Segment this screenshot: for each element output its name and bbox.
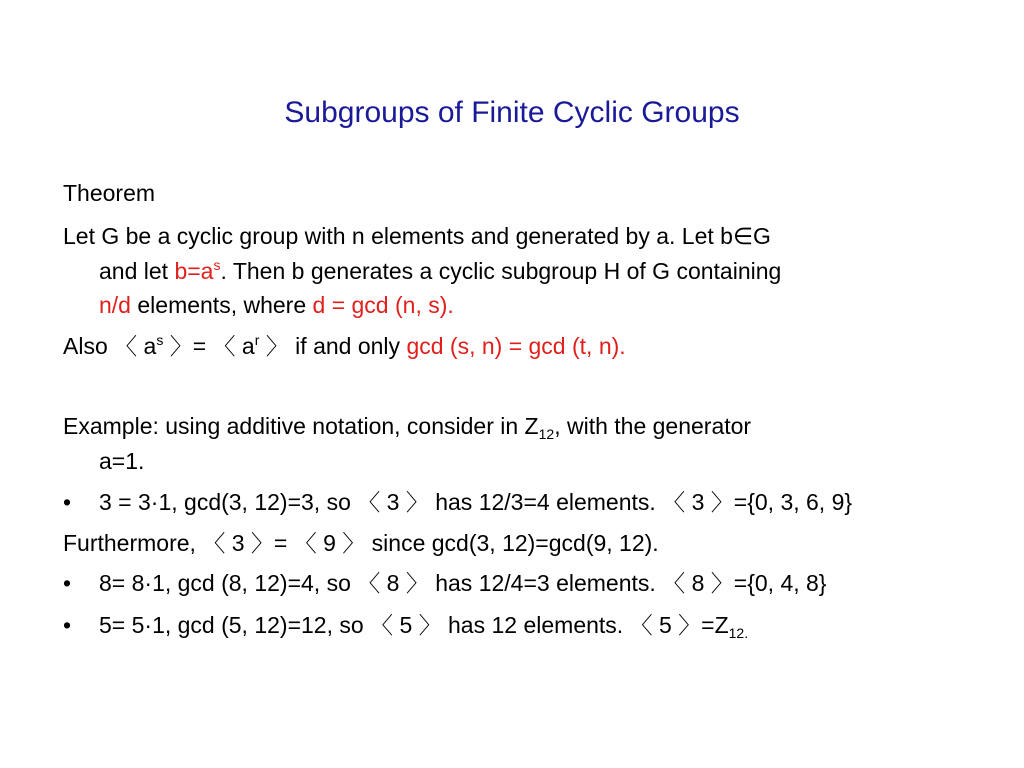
example-line-1: [63, 411, 751, 441]
also-line: [63, 331, 626, 361]
text: Example: using additive notation, consider in Z: [63, 413, 539, 439]
theorem-line-2: [99, 256, 781, 286]
superscript: r: [254, 332, 260, 348]
bullet-item-1: [0, 487, 1024, 517]
text: . Then b generates a cyclic subgroup H of G containing: [220, 258, 782, 284]
superscript: s: [213, 257, 221, 273]
text: , with the generator: [554, 413, 752, 439]
bullet-item-2: [0, 568, 1024, 598]
bullet-text: 3 = 3·1, gcd(3, 12)=3, so 〈 3 〉 has 12/3=4 elements. 〈 3 〉={0, 3, 6, 9}: [99, 489, 853, 515]
theorem-line-1: Let G be a cyclic group with n elements and generated by a. Let b∈G: [63, 223, 771, 249]
text: and let: [99, 258, 175, 284]
superscript: s: [156, 332, 164, 348]
furthermore-line: Furthermore, 〈 3 〉= 〈 9 〉 since gcd(3, 12)=gcd(9, 12).: [63, 530, 659, 556]
bullet-icon: •: [63, 612, 72, 638]
text: Also 〈 a: [63, 333, 157, 359]
bullet-icon: •: [63, 570, 72, 596]
subscript: 12: [538, 426, 555, 442]
theorem-line-3: [99, 290, 454, 320]
slide-title: Subgroups of Finite Cyclic Groups: [284, 96, 740, 129]
bullet-text: 8= 8·1, gcd (8, 12)=4, so 〈 8 〉 has 12/4=3 elements. 〈 8 〉={0, 4, 8}: [99, 570, 827, 596]
highlight-n-over-d: n/d: [99, 292, 131, 318]
highlight-gcd-condition: gcd (s, n) = gcd (t, n).: [406, 333, 626, 359]
text: 〉 if and only: [259, 333, 407, 359]
bullet-icon: •: [63, 489, 72, 515]
highlight-d-gcd: d = gcd (n, s).: [312, 292, 454, 318]
text: 5= 5·1, gcd (5, 12)=12, so 〈 5 〉 has 12 elements. 〈 5 〉=Z: [99, 612, 729, 638]
subscript: 12.: [728, 625, 749, 641]
text: 〉= 〈 a: [163, 333, 255, 359]
highlight-b-equals-a: [174, 258, 220, 284]
bullet-item-3: [0, 610, 1024, 640]
example-line-2: a=1.: [99, 448, 145, 474]
text: b=a: [174, 258, 214, 284]
text: elements, where: [130, 292, 313, 318]
bullet-text: [99, 610, 748, 640]
theorem-heading: Theorem: [63, 180, 156, 206]
